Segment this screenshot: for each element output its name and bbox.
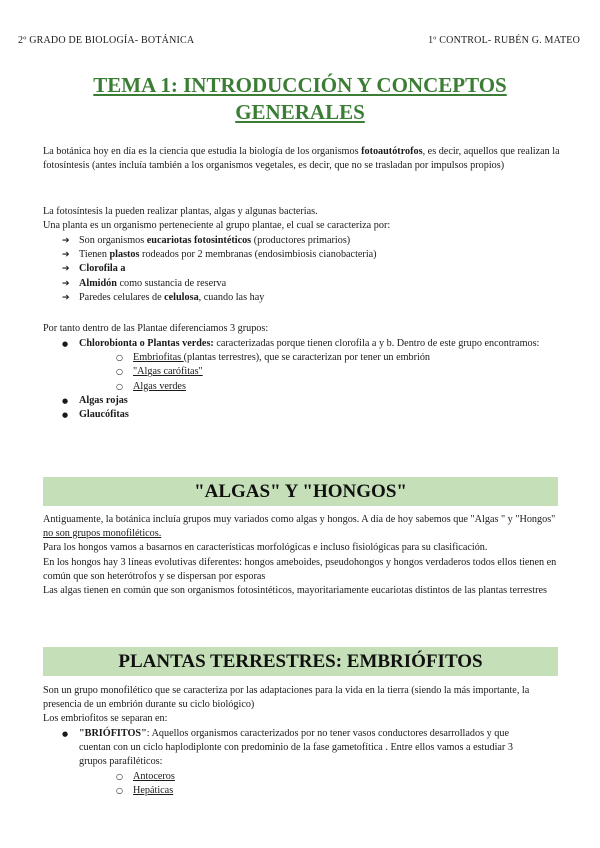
list-item-algas-rojas: ● Algas rojas [62,394,542,408]
embriofitos-list [62,727,542,798]
algas-hongos-body: Antiguamente, la botánica incluía grupos muy variados como algas y hongos. A día de hoy sabemos que "Algas " y "Hongos" no son grupos monofiléticos. Para los hongos vamos a basarnos en características morfológicas e incluso fisiológicas para su clasificación. En los hongos hay 3 líneas evolutivas diferentes: hongos ameboides, pseudohongos y hongos verdaderos todos ellos tienen en común que son heterótrofos y se dispersan por esporas Las algas tienen en común que son organismos fotosintéticos, mayoritariamente eucariotas distintos de las plantas terrestres [43,514,557,597]
list-item-glaucofitas: ● Glaucófitas [62,408,542,422]
list-item: ○ "Algas carófitas" [116,365,542,379]
list-item: ➔ Son organismos eucariotas fotosintéticos (productores primarios) [62,234,542,248]
list-item: ➔ Almidón como sustancia de reserva [62,277,542,291]
list-item: ○ Antoceros [116,770,542,784]
list-item: ○ Algas verdes [116,380,542,394]
embriofitos-body: Son un grupo monofilético que se caracteriza por las adaptaciones para la vida en la tierra (siendo la más importante, la presencia de un embrión durante su ciclo biológico) Los embriofitos se separan en: [43,685,530,725]
list-item: ➔ Paredes celulares de celulosa, cuando las hay [62,291,542,305]
intro-p3: Una planta es un organismo perteneciente al grupo plantae, el cual se caracteriza por: [43,220,391,232]
page-title [0,72,600,126]
intro-paragraph: La botánica hoy en día es la ciencia que estudia la biología de los organismos fotoautótrofos, es decir, aquellos que realizan la fotosíntesis (antes incluía también a los organismos vegetales, es decir, que no se trasladan por impulsos propios) [43,146,560,172]
list-item: ○ Embriofitas (plantas terrestres), que se caracterizan por tener un embrión [116,351,542,365]
groups-intro: Por tanto dentro de las Plantae diferenciamos 3 grupos: [43,323,269,334]
title-line-2: GENERALES [235,100,365,124]
section-heading-algas-hongos: "ALGAS" Y "HONGOS" [43,477,558,506]
photosynthesis-paragraph [43,205,563,233]
title-line-1: TEMA 1: INTRODUCCIÓN Y CONCEPTOS [93,73,507,97]
plantae-traits-list [62,234,542,305]
list-item-chlorobionta: ● Chlorobionta o Plantas verdes: caracterizadas porque tienen clorofila a y b. Dentro de este grupo encontramos: ○ Embriofitas (plantas terrestres), que se caracterizan por tener un embrión ○ "Algas carófitas" ○ Algas verdes [62,337,542,394]
keyword-fotoautotrofos: fotoautótrofos [361,146,423,157]
list-item: ➔ Tienen plastos rodeados por 2 membranas (endosimbiosis cianobacteria) [62,248,542,262]
chlorobionta-sublist [79,351,542,394]
header-exam: 1º CONTROL- RUBÉN G. MATEO [428,35,580,46]
list-item-briofitos: ● "BRIÓFITOS": Aquellos organismos caracterizados por no tener vasos conductores desarrollados y que cuentan con un ciclo haplodiplonte con predominio de la fase gametofítica . Entre ellos vamos a estudiar 3 grupos parafiléticos: ○ Antoceros ○ Hepáticas [62,727,542,798]
briofitos-sublist [79,770,542,798]
plantae-groups-list [62,337,542,422]
intro-p2: La fotosíntesis la pueden realizar plantas, algas y algunas bacterias. [43,206,318,217]
section-heading-embriofitos: PLANTAS TERRESTRES: EMBRIÓFITOS [43,647,558,676]
list-item: ○ Hepáticas [116,784,542,798]
list-item: ➔ Clorofila a [62,262,542,276]
header-course: 2º GRADO DE BIOLOGÍA- BOTÁNICA [18,35,195,46]
